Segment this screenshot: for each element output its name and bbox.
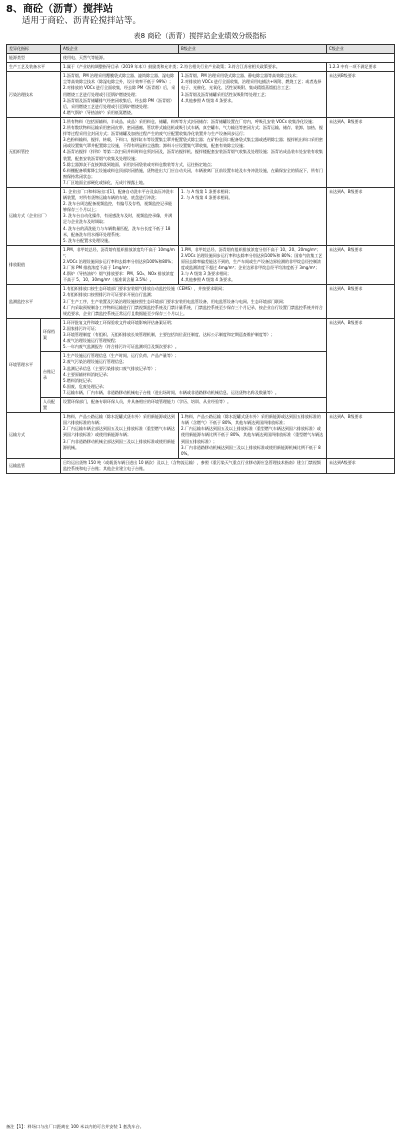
grade-c-criteria [327,245,395,285]
grade-c-criteria [327,458,395,473]
indicator-name: 生产工艺及装备水平 [7,63,61,72]
grade-c-criteria [327,117,395,187]
grade-a-criteria [61,413,179,459]
criteria-line: 4.其他参照 A 级第 4 条要求。 [181,277,236,283]
criteria-line: 未达到B级要求 [329,73,356,79]
table-caption: 表8 商砼（沥青）搅拌站企业绩效分级指标 [133,32,267,40]
criteria-line: 3.与 A 级第 3 条要求相同； [181,271,232,277]
grade-c-criteria [327,72,395,118]
criteria-line: 1. 与 A 级第 1 条要求相同； [181,188,233,194]
criteria-line: 3.监测记录信息（主要污染排放口废气排放记录等）； [63,365,159,371]
table-footnote: 备注【1】：料场口与出厂口距离在 100 米以内的可合并安装 1 套洗车台。 [6,1124,144,1129]
indicator-name: 运输方式（企业出厂） [7,187,61,245]
indicator-table-wrap [6,44,394,474]
criteria-line: 1.有组织排放口按生态环境部门要求安装烟气排放自动监控设施（CEMS），并按要求联网； [63,286,227,292]
criteria-line: 1.所有物料（包括原辅料、半成品、成品）采用料仓、储罐、料库等方式封闭储存；沥青储罐设置在厂房内，呼吸孔安装 VOCs 收集净化设施； [63,118,317,124]
criteria-line: 3.厂内非道路移动机械全部达到国三及以上排放标准或使用新能源机械。 [63,438,175,450]
indicator-name: 排放限值 [7,245,61,285]
header-grade-b: B级企业 [179,45,327,54]
criteria-line: 未达到A、B级要求 [329,286,363,292]
criteria-line: 5.一年内废气监测报告（符合排污许可证监测项目及频次要求）。 [63,344,179,350]
criteria-line: 日均运出货物 150 吨（或载货车辆日进出 10 辆次）及以上（含物流运输），参照《重污染天气重点行业移动源应急管理技术指南》建立门禁视频监控系统和电子台账；其他企业建立电子台账。 [63,459,321,471]
criteria-line: 1.PM、非甲烷总烃、沥青烟有组织排放浓度分别不高于 10、20、20mg/m³； [181,246,321,252]
criteria-line: 2.VOCs 治理设施同步运行率和去除率分别达到100%和 80%；国家气收集工艺原因去除率偏差能达不到的，生产车间或生产设备边界检测的非甲烷总烃控制浓度或监测浓度不超过 4mg/m³；企业边界非甲烷总烃平均浓度低于 3mg/m³； [181,252,323,271]
criteria-line: 4.主要原辅材料消耗记录； [63,371,111,377]
criteria-line: 5.除尘器卸灰不直接卸落到地面，采用封闭袋装或对料仓散装等方式，运往指定地点； [63,161,215,167]
criteria-line: 1.物料、产品公路运输（除水泥罐式货车外）采用新能源或达到国六排放标准的车辆； [63,414,175,426]
criteria-line: 4.锅炉（导热油炉）烟气排放要求：PM、SO₂、NOx 排放浓度不高于 5、10、30mg/m³（基准氧含量 3.5%）。 [63,271,174,283]
criteria-line: 4.其他参照 A 级第 4 条要求。 [181,97,236,103]
criteria-line: 4.沥青站搅拌（拌和）等第二次扫码并料时料仓须封闭及，沥青站搅拌机、搅拌楼配套安装沥青烟气收集及处理设施；沥青站成品装车处安装有收集装置，配套安装沥青烟气收集及处理设施； [63,149,323,161]
criteria-line: 7.运输车辆、厂内车辆、非道路移动机械电子台账（进出场时间、车辆或非道路移动机械信息、运送货物名称及数量等）。 [63,389,279,395]
indicator-name: 环境管理水平 [7,318,41,412]
table-row [7,285,395,318]
criteria-line: 2.厂内运输车辆全部达到国五及以上排放标准（重型燃气车辆达到国六排放标准）或使用新能源车辆； [63,426,175,438]
criteria-line: 2. 与 A 级第 4 条要求相同。 [181,195,233,201]
grade-a-criteria [61,72,179,118]
criteria-line: 5.燃料消耗记录； [63,377,95,383]
grade-c-criteria [327,187,395,245]
grade-a-criteria [61,54,395,63]
table-row [7,318,395,351]
table-header-row [7,45,395,54]
criteria-line: 使用电、天然气等能源。 [63,55,107,61]
grade-a-criteria [61,285,327,318]
criteria-line: 3.色粉料输料、搅拌、转载、下料口、搅拌缸车等设置集尘罩并配置袋式除尘器；在矿粉仓顶口配备袋式集尘器或透明除尘器；搅拌机出料口采用密闭或设置集气罩并配置除尘设施，不得有明显粉尘逸散；卸料斗应设置集气罩收集，配套有效除尘设施； [63,137,323,149]
criteria-line: 2.厂内运输车辆达到国五及以上排放标准（重型燃气车辆达到国六排放标准）或使用新能源车辆比例不低于 80%，其他车辆达到国四排放标准（重型燃气车辆达到国五排放标准）； [181,426,324,444]
grade-a-criteria [61,458,327,473]
criteria-line: 6.固废、危废处理记录； [63,383,107,389]
table-row [7,72,395,118]
grade-c-criteria [327,413,395,459]
indicator-name: 无组织管控 [7,117,61,187]
table-row [7,187,395,245]
criteria-line: 7.厂区地面全部硬化或绿化，无成片裸露土地。 [63,179,147,185]
table-row [7,245,395,285]
criteria-line: 3.厂内非道路移动机械达到国三及以上排放标准或使用新能源机械比例不低于 80%。 [181,444,321,456]
sub-indicator-name: 台账记录 [41,352,61,398]
grade-a-criteria [61,352,327,398]
sub-indicator-name: 人员配置 [41,397,61,412]
grade-a-criteria [61,117,327,187]
criteria-line: 2. 洗车台周边配备视频监控，有编号及存档，视频监控记录能够保存三个月以上； [63,201,173,213]
grade-b-criteria [179,72,327,118]
criteria-line: 4.燃气锅炉（导热油炉）采用低氮燃烧。 [63,109,135,115]
criteria-line: 1.2.3 中有一项不满足要求 [329,64,377,70]
criteria-line: 3.厂生产工序，生产装置及污染治理设施按照生态环境部门要求安装用电监管设备，用电监管设备与电网、生态环境部门联网； [63,298,287,304]
table-row [7,63,395,72]
header-grade-c: C级企业 [327,45,395,54]
grade-b-criteria [179,187,327,245]
criteria-line: 3. 洗车台自动化操作，有遥感洗车及时，视频监控录像，并满足与企业洗车及时调取； [63,213,173,225]
grade-a-criteria [61,63,327,72]
criteria-line: 2.有组织排放口按照排污许可证要求开展自行监测； [63,292,155,298]
grade-a-criteria [61,245,179,285]
grade-b-criteria [179,413,327,459]
grade-b-criteria [179,245,327,285]
criteria-line: 5. 洗车台配置水处理设施。 [63,237,113,243]
grade-a-criteria [61,397,327,412]
table-row [7,117,395,187]
grade-c-criteria [327,318,395,412]
applicability-note: 适用于商砼、沥青砼搅拌站等。 [22,16,142,26]
criteria-line: 设置环保部门，配备专职环保人员，并具备相应的环境管理能力（学历、培训、从业经验等）。 [63,398,231,404]
criteria-line: 未达到A、B级要求 [329,188,363,194]
criteria-line: 未达到A、B级要求 [329,414,363,420]
criteria-line: 未达到A、B级要求 [329,319,363,325]
criteria-line: 3.环境管理制度（有组织、无组织排放长效管理机制，主要包括岗位责任制度、达标公示制度和定期巡查维护制度等）； [63,332,275,338]
criteria-line: 2.对排放的 VOCs 进行全面收集，经去除 PM（沥青烟）后，采用燃烧工艺进行处理或引至锅炉燃烧处理； [63,85,176,97]
criteria-line: 6.料棚配备喷雾降尘设施或料仓顶部封闭措施，货物进出大门应自动关闭，车辆驶离厂区前设置车轮及车身冲洗设施，在确保安全的情况下，所有门窗保持常闭状态； [63,167,323,179]
criteria-line: 1. 企业出厂口和料场出口[1]，配备自动洗车平台及高压冲洗车辆装置，对所有货物运输车辆的车轮、底盘进行冲洗； [63,188,174,201]
sub-indicator-name: 环保档案 [41,318,61,351]
indicator-name: 监测监控水平 [7,285,61,318]
criteria-line: 2.对排放的 VOCs 进行全面收集，治理采用电捕法+吸附、燃烧工艺；或者选择电子、光催化、光氧化、活性炭吸附、集成精馏蒸馏组合工艺； [181,79,322,91]
criteria-line: 1.沥青烟、PM 治理采用覆膜袋式除尘器、滤筒除尘器、湿电除尘等高效除尘技术（除湿电除尘外，设计效率不低于 99%）； [63,73,174,85]
indicator-name: 能源类型 [7,54,61,63]
criteria-line: 4.废气治理设施运行管理规程； [63,338,119,344]
criteria-line: 1.物料、产品公路运输（除水泥罐式货车外）采用新能源或达到国五排放标准的车辆（含燃气）不低于 80%，其他车辆达到国四排放标准； [181,414,321,426]
criteria-line: 1.沥青烟、PM 治理采用袋式除尘器、静电除尘器等高效除尘技术； [181,73,300,79]
table-row [7,458,395,473]
criteria-line: 未达到A级要求 [329,459,356,465]
criteria-line: 3.厂界 PM 排放浓度不高于 1mg/m³； [63,265,133,271]
indicator-table [6,44,395,474]
criteria-line: 2.国家排污许可证； [63,325,99,331]
criteria-line: 2.废气污染治理设施运行管理信息； [63,359,127,365]
criteria-line: 4.厂内采取预规制各工序物料运输进行门禁视频监控系统及门禁计量系统，门禁监控系统至少保存三个月记录，按企业自行设置门禁监控系统并符合规范要求，企业门禁监控系统正常运行且数据能至少保存三个月以上。 [63,304,323,316]
criteria-line: 未达到A、B级要求 [329,118,363,124]
section-heading: 8、商砼（沥青）搅拌站 [6,4,113,15]
indicator-name: 运输方式 [7,413,61,459]
criteria-line: 未达到A、B级要求 [329,246,363,252]
indicator-name: 污染治理技术 [7,72,61,118]
criteria-line: 4. 洗车台的清洗能力与车辆数量匹配，洗车台长度不低于 18 米，配备洗车用水循环处理系统； [63,225,171,237]
table-row [7,54,395,63]
criteria-line: 1.属于《产业结构调整指导目录（2019 年本）》鼓励类和允许类；2.符合相关行业产业政策；3.符合江苏省相关政策要求。 [63,64,280,70]
criteria-line: 1.环评批复文件和竣工环保验收文件或环境影响评估备案证明； [63,319,175,325]
grade-a-criteria [61,187,179,245]
criteria-line: 2.所有散状物料运输采用密闭皮带、密闭通廊、管状带式输送机或吸引式车辆、真空罐车、气力输送等密闭方式；沥青运输、储存、装卸、加热、搅拌等过程采用全封闭方式；沥青储罐及加热过程产生的废气应配置收集净化装置并与生产设备同步运行； [63,125,323,137]
criteria-line: 3.沥青烟及沥青储罐采用活性炭吸附等处理工艺； [181,91,269,97]
criteria-line: 3.沥青烟及沥青储罐排气经密闭收集后，经去除 PM（沥青烟）后，采用燃烧工艺进行处理或引至锅炉燃烧处理； [63,97,174,109]
table-row [7,413,395,459]
criteria-line: 1.生产设施运行管理信息（生产时间、运行负荷、产品产量等）； [63,353,179,359]
grade-c-criteria [327,63,395,72]
indicator-name: 运输监管 [7,458,61,473]
header-grade-a: A级企业 [61,45,179,54]
criteria-line: 2.VOCs 治理设施同步运行率和去除率分别达到100%和80%； [63,259,176,264]
grade-a-criteria [61,318,327,351]
criteria-line: 1.PM、非甲烷总烃，沥青熔有组织排放浓度均不高于 10mg/m³； [63,246,175,258]
grade-c-criteria [327,285,395,318]
header-indicator: 差异化指标 [7,45,61,54]
